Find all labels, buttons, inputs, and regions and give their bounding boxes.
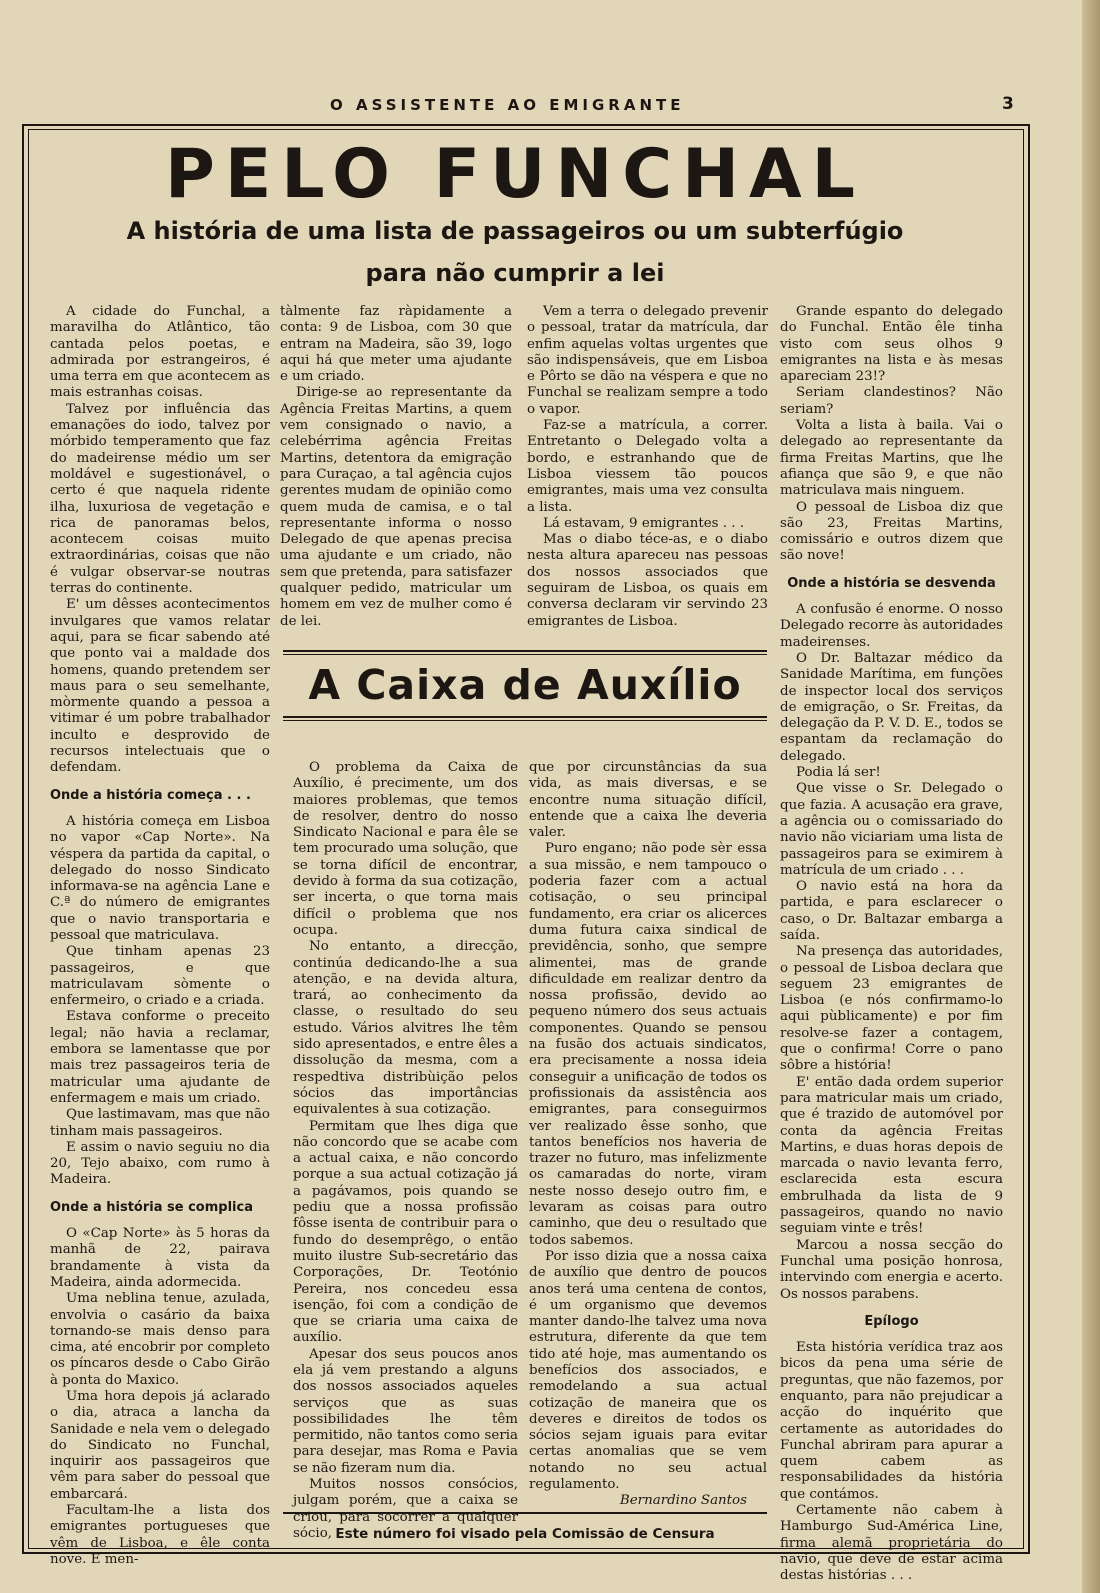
author-signature: Bernardino Santos <box>619 1493 747 1509</box>
article-subtitle <box>0 210 1030 294</box>
paragraph: A história começa em Lisboa no vapor «Cap Norte». Na véspera da partida da capital, o delegado do nosso Sindicato informava-se na agência Lane e C.ª do número de emigrantes que o navio transportaria e pessoal que matriculava. <box>50 813 270 943</box>
box-title-rule <box>283 716 767 718</box>
paragraph: Volta a lista à baila. Vai o delegado ao representante da firma Freitas Martins, que lhe afiança que são 9, e que não matriculava mais ninguem. <box>780 418 1003 499</box>
paragraph: Facultam-lhe a lista dos emigrantes portugueses que vêm de Lisboa, e êle conta nove. E men- <box>50 1503 270 1567</box>
section-heading: Onde a história se desvenda <box>787 575 996 591</box>
box-top-rule <box>283 650 767 652</box>
caixa-column-1 <box>293 760 518 1542</box>
paragraph: A confusão é enorme. O nosso Delegado recorre às autoridades madeirenses. <box>780 602 1003 650</box>
paragraph: Talvez por influência das emanações do iodo, talvez por mórbido temperamento que faz do madeirense médio um ser moldável e sugestionável, o certo é que naquela ridente ilha, luxuriosa de vegetação e rica de panoramas belos, acontecem coisas muito extraordinárias, coisas que não é vulgar observar-se noutras terras do continente. <box>50 401 270 597</box>
paragraph: Uma neblina tenue, azulada, envolvia o casário da baixa tornando-se mais denso para cima, até encobrir por completo os píncaros desde o Cabo Girão à ponta do Maxico. <box>50 1291 270 1388</box>
funchal-column-1 <box>50 304 270 1568</box>
section-heading: Onde a história se complica <box>50 1199 253 1215</box>
box-bottom-rule <box>283 1512 767 1514</box>
paragraph: Certamente não cabem à Hamburgo Sud-América Line, firma alemã proprietária do navio, que deve de estar acima destas histórias . . . <box>780 1503 1003 1584</box>
paragraph: Apesar dos seus poucos anos ela já vem prestando a alguns dos nossos associados aqueles serviços que as suas possibilidades lhe têm permitido, não tantos como seria para desejar, mas Roma e Pavia se não fizeram num dia. <box>293 1346 518 1476</box>
paragraph: que por circunstâncias da sua vida, as mais diversas, e se encontre numa situação difícil, entende que a caixa lhe deveria valer. <box>529 760 767 841</box>
paragraph: Grande espanto do delegado do Funchal. Então êle tinha visto com seus olhos 9 emigrantes na lista e às mesas apareciam 23!? <box>780 304 1003 385</box>
section-heading: Onde a história começa . . . <box>50 787 251 803</box>
paragraph: Puro engano; não pode sèr essa a sua missão, e nem tampouco o poderia fazer com a actual cotisação, o seu principal fundamento, era criar os alicerces duma futura caixa sindical de previdência, sonho, que sempre alimentei, mas de grande dificuldade em realizar dentro da nossa profissão, devido ao pequeno número dos seus actuais componentes. Quando se pensou na fusão dos actuais sindicatos, era precisamente a nossa ideia conseguir a unificação de todos os profissionais da assistência aos emigrantes, para conseguirmos ver realizado êsse sonho, que tantos benefícios nos haveria de trazer no futuro, mas infelizmente os camaradas do norte, viram neste nosso desejo outro fim, e levaram as coisas para outro caminho, que deu o resultado que todos sabemos. <box>529 841 767 1248</box>
running-head <box>0 96 1100 120</box>
paragraph: Uma hora depois já aclarado o dia, atraca a lancha da Sanidade e nela vem o delegado do Sindicato no Funchal, inquirir aos passageiros que vêm para saber do pessoal que embarcará. <box>50 1389 270 1502</box>
box-top-rule-thin <box>283 654 767 655</box>
paragraph: O Dr. Baltazar médico da Sanidade Marítima, em funções de inspector local dos serviços de emigração, o Sr. Freitas, da delegação da P. V. D. E., todos se espantam da reclamação do delegado. <box>780 650 1003 764</box>
paragraph: O pessoal de Lisboa diz que são 23, Freitas Martins, comissário e outros dizem que são nove! <box>780 499 1003 564</box>
paragraph: O «Cap Norte» às 5 horas da manhã de 22, pairava brandamente à vista da Madeira, ainda adormecida. <box>50 1226 270 1290</box>
funchal-column-2 <box>280 304 512 630</box>
paragraph: Lá estavam, 9 emigrantes . . . <box>543 515 745 531</box>
box-title-rule-thin <box>283 720 767 721</box>
paragraph: E' um dêsses acontecimentos invulgares que vamos relatar aqui, para se ficar sabendo até que ponto vai a maldade dos homens, quando pretendem ser maus para o seu semelhante, mòrmente quando a pessoa a vitimar é um pobre trabalhador inculto e desprovido de recursos intelectuais que o defendam. <box>50 597 270 776</box>
caixa-column-2 <box>529 760 767 1510</box>
funchal-column-4 <box>780 304 1003 1585</box>
paragraph: Muitos nossos consócios, julgam porém, que a caixa se criou, para socorrer a qualquer sócio, <box>293 1477 518 1541</box>
paragraph: Seriam clandestinos? Não seriam? <box>780 385 1003 417</box>
paragraph: Permitam que lhes diga que não concordo que se acabe com a actual caixa, e não concordo porque a sua actual cotização já a pagávamos, pois quando se pediu que a nossa profissão fôsse isenta de contribuir para o fundo do desemprêgo, o então muito ilustre Sub-secretário das Corporações, Dr. Teotónio Pereira, nos concedeu essa isenção, foi com a condição de que se criaria uma caixa de auxílio. <box>293 1118 518 1346</box>
paragraph: A cidade do Funchal, a maravilha do Atlântico, tão cantada pelos poetas, e admirada por estrangeiros, é uma terra em que acontecem as mais estranhas coisas. <box>50 304 270 401</box>
funchal-column-3 <box>527 304 768 630</box>
paragraph: Dirige-se ao representante da Agência Freitas Martins, a quem vem consignado o navio, a celebérrima agência Freitas Martins, detentora da emigração para Curaçao, a tal agência cujos gerentes mudam de opinião como quem muda de camisa, e o tal representante informa o nosso Delegado de que apenas precisa uma ajudante e um criado, não sem que pretenda, para satisfazer qualquer pedido, matricular um homem em vez de mulher como é de lei. <box>280 385 512 629</box>
paragraph: Faz-se a matrícula, a correr. Entretanto o Delegado volta a bordo, e estranhando que de Lisboa viessem tão poucos emigrantes, mais uma vez consulta a lista. <box>527 418 768 515</box>
page-number: 3 <box>1002 94 1014 114</box>
paragraph: Marcou a nossa secção do Funchal uma posição honrosa, intervindo com energia e acerto. Os nossos parabens. <box>780 1237 1003 1302</box>
paragraph: Por isso dizia que a nossa caixa de auxílio que dentro de poucos anos terá uma centena de contos, é um organismo que devemos manter dando-lhe talvez uma nova estrutura, diferente da que tem tido até hoje, mas aumentando os benefícios dos associados, e remodelando a sua actual cotização de maneira que os deveres e direitos de todos os sócios sejam iguais para evitar certas anomalias que se vem notando no seu actual regulamento. <box>529 1248 767 1493</box>
paragraph: Vem a terra o delegado prevenir o pessoal, tratar da matrícula, dar enfim aquelas voltas urgentes que são indispensáveis, que em Lisboa e Pôrto se dão na véspera e que no Funchal se realizam sempre a todo o vapor. <box>527 304 768 417</box>
paragraph: E assim o navio seguiu no dia 20, Tejo abaixo, com rumo à Madeira. <box>50 1139 270 1188</box>
paragraph: Podia lá ser! <box>796 765 881 781</box>
subtitle-line-2: para não cumprir a lei <box>365 259 665 287</box>
paragraph: Estava conforme o preceito legal; não havia a reclamar, embora se lamentasse que por mais trez passageiros teria de matricular uma ajudante de enfermagem e mais um criado. <box>50 1009 270 1106</box>
article-title: PELO FUNCHAL <box>164 135 866 214</box>
paragraph: tàlmente faz ràpidamente a conta: 9 de Lisboa, com 30 que entram na Madeira, são 39, logo aqui há que meter uma ajudante e um criado. <box>280 304 512 385</box>
journal-name: O ASSISTENTE AO EMIGRANTE <box>330 96 685 114</box>
subtitle-line-1: A história de uma lista de passageiros ou um subterfúgio <box>126 217 904 245</box>
page-edge <box>1082 0 1100 1593</box>
section-heading: Epílogo <box>864 1313 919 1329</box>
paragraph: E' então dada ordem superior para matricular mais um criado, que é trazido de automóvel por conta da agência Freitas Martins, e duas horas depois de marcada o navio levanta ferro, esclarecida esta escura embrulhada da lista de 9 passageiros, quando no navio seguiam vinte e três! <box>780 1074 1003 1237</box>
paragraph: Que lastimavam, mas que não tinham mais passageiros. <box>50 1107 270 1139</box>
paragraph: Esta história verídica traz aos bicos da pena uma série de preguntas, que não fazemos, por enquanto, para não prejudicar a acção do inquérito que certamente as autoridades do Funchal abriram para apurar a quem cabem as responsabilidades da história que contámos. <box>780 1340 1003 1502</box>
paragraph: Que tinham apenas 23 passageiros, e que matriculavam sòmente o enfermeiro, o criado e a criada. <box>50 944 270 1009</box>
paragraph: Mas o diabo téce-as, e o diabo nesta altura apareceu nas pessoas dos nossos associados que seguiram de Lisboa, os quais em conversa declaram vir servindo 23 emigrantes de Lisboa. <box>527 532 768 629</box>
paragraph: O navio está na hora da partida, e para esclarecer o caso, o Dr. Baltazar embarga a saída. <box>780 879 1003 943</box>
paragraph: No entanto, a direcção, continúa dedicando-lhe a sua atenção, e na devida altura, trará, ao conhecimento da classe, o resultado do seu estudo. Vários alvitres lhe têm sido apresentados, e entre êles a dissolução da mesma, com a respedtiva distribùição pelos sócios das importâncias equivalentes à sua cotização. <box>293 939 518 1118</box>
caixa-title: A Caixa de Auxílio <box>308 661 742 709</box>
paragraph: O problema da Caixa de Auxílio, é precimente, um dos maiores problemas, que temos de resolver, dentro do nosso Sindicato Nacional e para êle se tem procurado uma solução, que se torna difícil de encontrar, devido à forma da sua cotização, ser incerta, o que torna mais difícil o problema que nos ocupa. <box>293 760 518 938</box>
paragraph: Que visse o Sr. Delegado o que fazia. A acusação era grave, a agência ou o comissariado do navio não viciariam uma lista de passageiros para se eximirem à matrícula de um criado . . . <box>780 781 1003 878</box>
censorship-note: Este número foi visado pela Comissão de Censura <box>335 1526 715 1542</box>
paragraph: Na presença das autoridades, o pessoal de Lisboa declara que seguem 23 emigrantes de Lisboa (e nós confirmamo-lo aqui pùblicamente) e por fim resolve-se fazer a contagem, que o confirma! Corre o pano sôbre a história! <box>780 944 1003 1074</box>
